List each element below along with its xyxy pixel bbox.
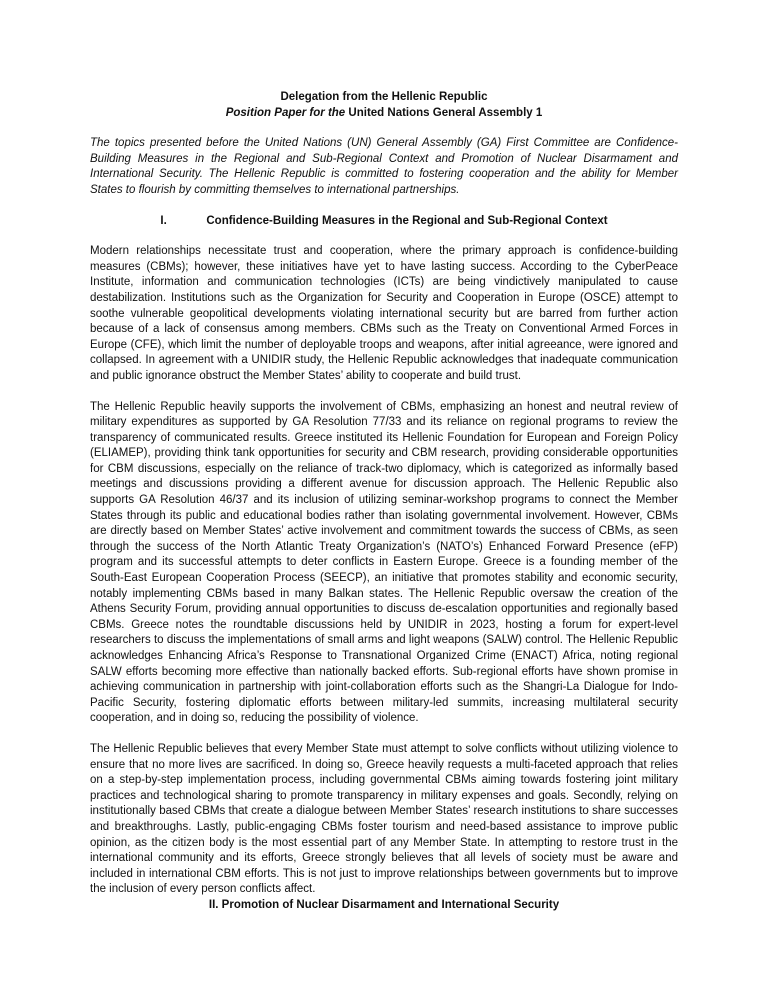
position-paper-subtitle (90, 106, 678, 122)
intro-paragraph: The topics presented before the United Nations (UN) General Assembly (GA) First Committee are Confidence-Building Measures in the Regional and Sub-Regional Context and Promotion of Nuclear Disarmament and International Security. The Hellenic Republic is committed to fostering cooperation and the ability for Member States to flourish by committing themselves to international partnerships. (90, 137, 678, 196)
subtitle-rest: United Nations General Assembly 1 (345, 106, 543, 119)
section-1-number: I. (160, 214, 167, 227)
subtitle-italic: Position Paper for the (225, 106, 346, 119)
section-1-paragraph-1: Modern relationships necessitate trust and cooperation, where the primary approach is confidence-building measures (CBMs); however, these initiatives have yet to have lasting success. According to the CyberPeace Institute, information and communication technologies (ICTs) are being vindictively manipulated to cause destabilization. Institutions such as the Organization for Security and Cooperation in Europe (OSCE) attempt to soothe vulnerable geopolitical developments violating international security but are barred from further action because of a lack of consensus among members. CBMs such as the Treaty on Conventional Armed Forces in Europe (CFE), which limit the number of deployable troops and weapons, after initial agreeance, were ignored and collapsed. In agreement with a UNIDIR study, the Hellenic Republic acknowledges that inadequate communication and public ignorance obstruct the Member States’ ability to cooperate and build trust. (90, 245, 678, 382)
title-block (90, 90, 678, 121)
section-1-title: Confidence-Building Measures in the Regional and Sub-Regional Context (206, 214, 608, 227)
section-1-paragraph-2: The Hellenic Republic heavily supports the involvement of CBMs, emphasizing an honest and neutral review of military expenditures as supported by GA Resolution 77/33 and its reliance on regional programs to review the transparency of communicated results. Greece instituted its Hellenic Foundation for European and Foreign Policy (ELIAMEP), providing think tank opportunities for security and CBM research, providing considerable opportunities for CBM discussions, especially on the reliance of track-two diplomacy, which is categorized as informally based meetings and discussions providing a different avenue for discussion approach. The Hellenic Republic also supports GA Resolution 46/37 and its inclusion of utilizing seminar-workshop programs to connect the Member States through its public and educational bodies rather than isolating governmental involvement. However, CBMs are directly based on Member States’ active involvement and commitment towards the success of CBMs, as seen through the success of the North Atlantic Treaty Organization’s (NATO’s) Enhanced Forward Presence (eFP) program and its successful attempts to deter conflicts in Eastern Europe. Greece is a founding member of the South-East European Cooperation Process (SEECP), an initiative that promotes stability and economic security, notably implementing CBMs based in many Balkan states. The Hellenic Republic oversaw the creation of the Athens Security Forum, providing annual opportunities to discuss de-escalation opportunities and regionally based CBMs. Greece notes the roundtable discussions held by UNIDIR in 2023, hosting a forum for expert-level researchers to discuss the implementations of small arms and light weapons (SALW) control. The Hellenic Republic acknowledges Enhancing Africa’s Response to Transnational Organized Crime (ENACT) Africa, noting regional SALW efforts becoming more effective than nationally backed efforts. Sub-regional efforts have shown promise in achieving communication in partnership with joint-collaboration efforts such as the Shangri-La Dialogue for Indo-Pacific Security, fostering diplomatic efforts between military-led summits, increasing multilateral security cooperation, and in doing so, reducing the possibility of violence. (90, 400, 678, 725)
section-1-paragraph-3: The Hellenic Republic believes that every Member State must attempt to solve conflicts without utilizing violence to ensure that no more lives are sacrificed. In doing so, Greece heavily requests a multi-faceted approach that relies on a step-by-step implementation process, including governmental CBMs aiming towards fostering joint military practices and technological sharing to promote transparency in military expenses and goals. Secondly, relying on institutionally based CBMs that create a dialogue between Member States’ research institutions to share successes and breakthroughs. Lastly, public-engaging CBMs foster tourism and need-based assistance to improve public opinion, as the citizen body is the most essential part of any Member State. In attempting to restore trust in the international community and its efforts, Greece strongly believes that all levels of society must be aware and included in international CBM efforts. This is not just to improve relationships between governments but to improve the inclusion of every person conflicts affect. (90, 742, 678, 896)
delegation-title: Delegation from the Hellenic Republic (280, 91, 488, 103)
section-2-heading: II. Promotion of Nuclear Disarmament and International Security (208, 898, 560, 911)
section-1-heading (90, 214, 678, 230)
